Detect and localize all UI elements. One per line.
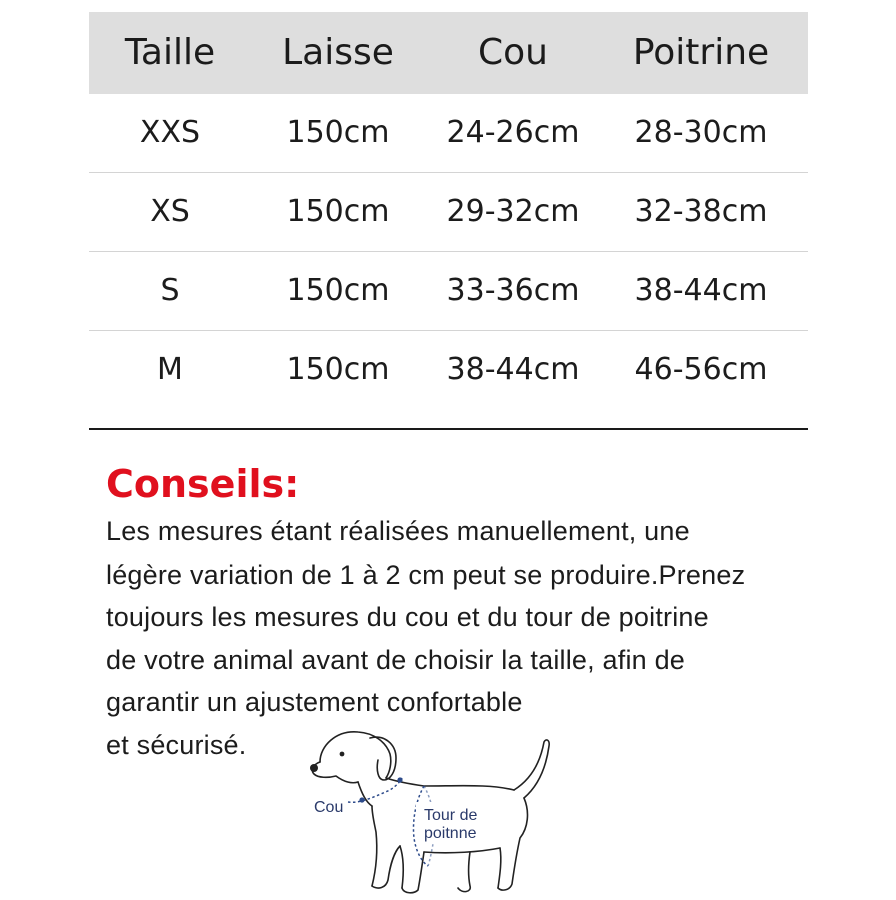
dog-measurement-illustration bbox=[300, 720, 560, 896]
cell-neck: 29-32cm bbox=[446, 194, 580, 229]
size-table bbox=[89, 12, 808, 411]
tips-line: Les mesures étant réalisées manuellement, une bbox=[106, 516, 690, 546]
nose-icon bbox=[310, 764, 318, 772]
cell-chest: 32-38cm bbox=[634, 194, 768, 229]
table-bottom-rule bbox=[89, 428, 808, 430]
eye-icon bbox=[340, 752, 345, 757]
table-row bbox=[89, 173, 808, 252]
chest-label-line1: Tour de bbox=[424, 807, 478, 824]
cell-chest: 38-44cm bbox=[634, 273, 768, 308]
neck-measure-line bbox=[348, 778, 402, 802]
header-taille: Taille bbox=[124, 32, 216, 73]
cell-leash: 150cm bbox=[286, 352, 390, 387]
tips-line: garantir un ajustement confortable bbox=[106, 687, 523, 717]
tips-title: Conseils: bbox=[106, 462, 300, 506]
cell-chest: 28-30cm bbox=[634, 115, 768, 150]
cell-neck: 24-26cm bbox=[446, 115, 580, 150]
cell-size: M bbox=[157, 352, 183, 387]
header-cou: Cou bbox=[478, 32, 548, 73]
chest-label-line2: poitnne bbox=[424, 825, 477, 842]
cell-leash: 150cm bbox=[286, 115, 390, 150]
tips-line: de votre animal avant de choisir la taille, afin de bbox=[106, 645, 686, 675]
cell-chest: 46-56cm bbox=[634, 352, 768, 387]
cell-size: S bbox=[160, 273, 180, 308]
header-poitrine: Poitrine bbox=[632, 32, 770, 73]
cell-leash: 150cm bbox=[286, 273, 390, 308]
cell-size: XS bbox=[150, 194, 190, 229]
header-laisse: Laisse bbox=[282, 32, 394, 73]
cell-leash: 150cm bbox=[286, 194, 390, 229]
tips-line: et sécurisé. bbox=[106, 730, 247, 760]
table-row bbox=[89, 94, 808, 173]
table-row bbox=[89, 331, 808, 411]
neck-label: Cou bbox=[314, 799, 344, 816]
table-row bbox=[89, 252, 808, 331]
table-header bbox=[89, 12, 808, 94]
cell-neck: 38-44cm bbox=[446, 352, 580, 387]
tips-line: légère variation de 1 à 2 cm peut se produire.Prenez bbox=[106, 560, 746, 590]
tips-line: toujours les mesures du cou et du tour de poitrine bbox=[106, 602, 709, 632]
cell-size: XXS bbox=[139, 115, 201, 150]
cell-neck: 33-36cm bbox=[446, 273, 580, 308]
